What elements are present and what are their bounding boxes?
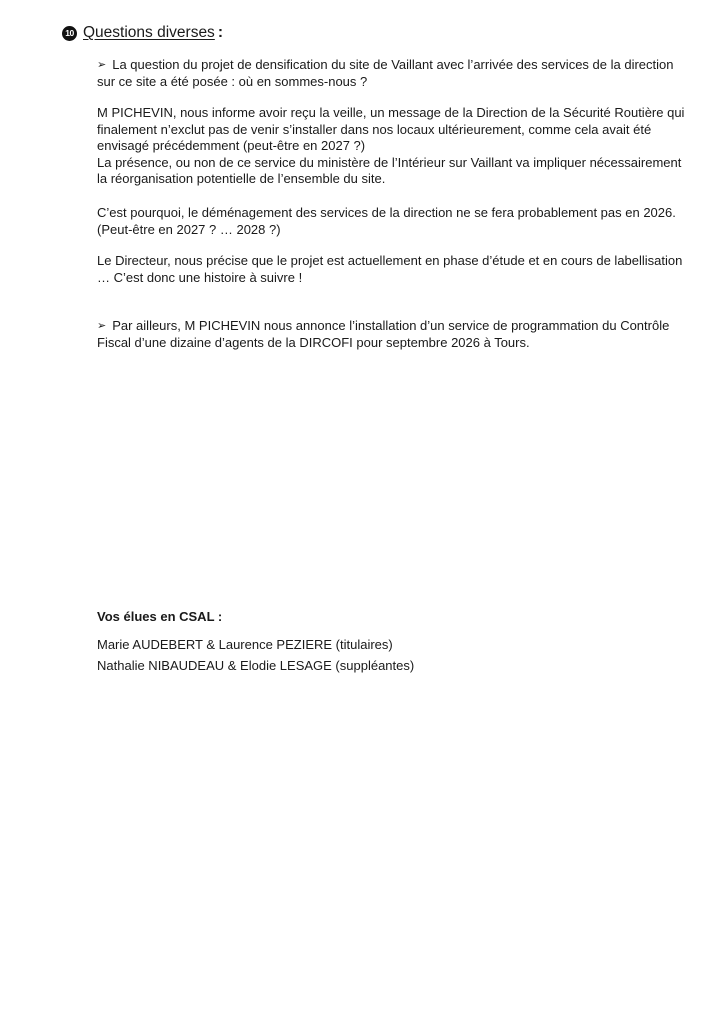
signature-title: Vos élues en CSAL :: [97, 609, 223, 624]
answer-paragraph-4: Le Directeur, nous précise que le projet est actuellement en phase d’étude et en cours de labellisation … C’est donc une histoire à suivre !: [97, 253, 683, 285]
answer-block: [97, 105, 687, 188]
question-paragraph: [97, 57, 687, 90]
section-title: Questions diverses: [83, 24, 215, 41]
answer-paragraph-2: La présence, ou non de ce service du ministère de l’Intérieur sur Vaillant va impliquer nécessairement la réorganisation potentielle de l’ensemble du site.: [97, 154, 682, 186]
answer-paragraph-3: C’est pourquoi, le déménagement des services de la direction ne se fera probablement pas en 2026. (Peut-être en 2027 ? … 2028 ?): [97, 205, 676, 237]
section-title-colon: :: [217, 24, 223, 41]
arrow-bullet-icon: ➢: [97, 320, 107, 332]
answer-paragraph-1: M PICHEVIN, nous informe avoir reçu la veille, un message de la Direction de la Sécurité Routière qui finalement n’exclut pas de venir s’installer dans nos locaux ultérieurement, comme cela avait été envisagé précédemment (peut-être en 2027 ?): [97, 105, 685, 153]
signature-suppleantes: Nathalie NIBAUDEAU & Elodie LESAGE (suppléantes): [97, 658, 415, 673]
arrow-bullet-icon: ➢: [97, 59, 107, 71]
announcement-paragraph: [97, 318, 687, 351]
signature-titulaires: Marie AUDEBERT & Laurence PEZIERE (titulaires): [97, 637, 393, 652]
section-heading: [62, 22, 223, 44]
section-number-badge: 10: [62, 26, 77, 41]
announcement-text: Par ailleurs, M PICHEVIN nous annonce l’installation d’un service de programmation du Contrôle Fiscal d’une dizaine d’agents de la DIRCOFI pour septembre 2026 à Tours.: [97, 318, 670, 350]
question-text: La question du projet de densification du site de Vaillant avec l’arrivée des services de la direction sur ce site a été posée : où en sommes-nous ?: [97, 57, 674, 89]
